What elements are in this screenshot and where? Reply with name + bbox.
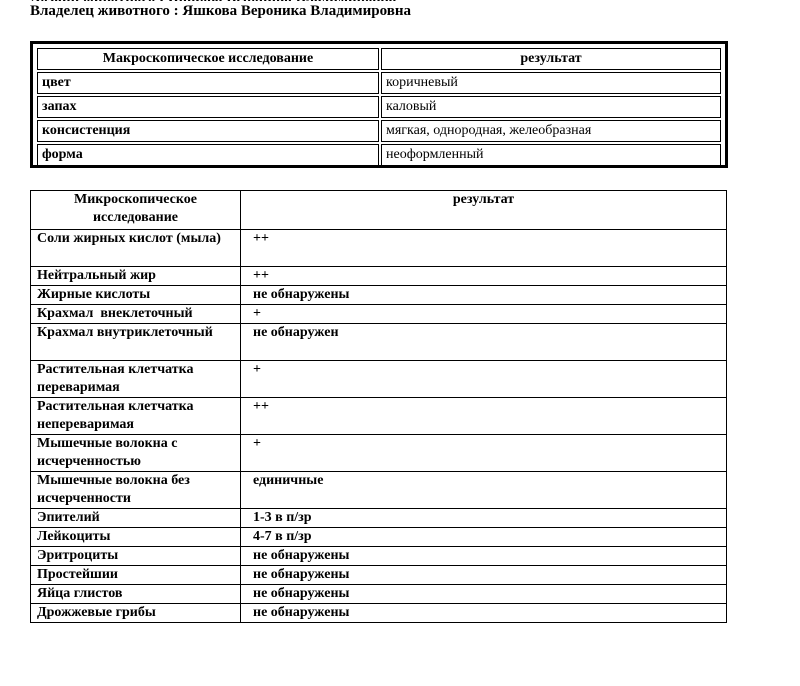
table-row [31,604,727,623]
table-row [31,528,727,547]
micro-param-cell: Нейтральный жир [31,267,241,286]
table-row [37,144,721,166]
micro-value-cell: не обнаружены [241,604,727,623]
micro-value-cell: + [241,435,727,472]
clipped-header-line [30,0,790,1]
macro-table-frame [30,41,728,168]
table-row [31,305,727,324]
table-row [31,398,727,435]
micro-param-cell: Эритроциты [31,547,241,566]
macroscopic-table [35,46,723,168]
micro-header-row [31,191,727,230]
micro-param-cell: Крахмал внутриклеточный [31,324,241,361]
macro-param-cell: форма [37,144,379,166]
micro-value-cell: не обнаружены [241,585,727,604]
table-row [37,72,721,94]
micro-header-param: Микроскопическое исследование [31,191,241,230]
micro-param-cell: Эпителий [31,509,241,528]
table-row [31,324,727,361]
micro-param-cell: Лейкоциты [31,528,241,547]
microscopic-table [30,190,727,623]
clipped-header-text [30,0,396,1]
table-row [31,230,727,267]
micro-value-cell: ++ [241,230,727,267]
micro-param-cell: Мышечные волокна без исчерченности [31,472,241,509]
macro-header-param: Макроскопическое исследование [37,48,379,70]
table-row [31,509,727,528]
table-row [31,286,727,305]
micro-param-cell: Соли жирных кислот (мыла) [31,230,241,267]
table-row [31,267,727,286]
owner-line: Владелец животного : Яшкова Вероника Владимировна [30,3,411,19]
macro-value-cell: неоформленный [381,144,721,166]
table-row [31,472,727,509]
micro-param-cell: Простейшии [31,566,241,585]
micro-param-cell: Крахмал внеклеточный [31,305,241,324]
micro-param-cell: Растительная клетчатка непереваримая [31,398,241,435]
macro-header-row [37,48,721,70]
table-row [31,566,727,585]
micro-value-cell: ++ [241,398,727,435]
macro-param-cell: консистенция [37,120,379,142]
macro-param-cell: запах [37,96,379,118]
micro-param-cell: Яйца глистов [31,585,241,604]
table-row [31,435,727,472]
micro-header-result: результат [241,191,727,230]
macro-value-cell: коричневый [381,72,721,94]
table-row [37,96,721,118]
micro-value-cell: 4-7 в п/зр [241,528,727,547]
table-row [31,547,727,566]
macro-header-result: результат [381,48,721,70]
micro-value-cell: ++ [241,267,727,286]
table-row [31,585,727,604]
micro-param-cell: Жирные кислоты [31,286,241,305]
micro-value-cell: + [241,361,727,398]
micro-param-cell: Дрожжевые грибы [31,604,241,623]
micro-value-cell: единичные [241,472,727,509]
micro-param-cell: Растительная клетчатка переваримая [31,361,241,398]
macro-value-cell: мягкая, однородная, желеобразная [381,120,721,142]
micro-value-cell: + [241,305,727,324]
micro-value-cell: не обнаружен [241,324,727,361]
micro-value-cell: 1-3 в п/зр [241,509,727,528]
macro-param-cell: цвет [37,72,379,94]
micro-value-cell: не обнаружены [241,566,727,585]
micro-value-cell: не обнаружены [241,286,727,305]
macro-value-cell: каловый [381,96,721,118]
table-row [37,120,721,142]
micro-param-cell: Мышечные волокна с исчерченностью [31,435,241,472]
table-row [31,361,727,398]
micro-value-cell: не обнаружены [241,547,727,566]
